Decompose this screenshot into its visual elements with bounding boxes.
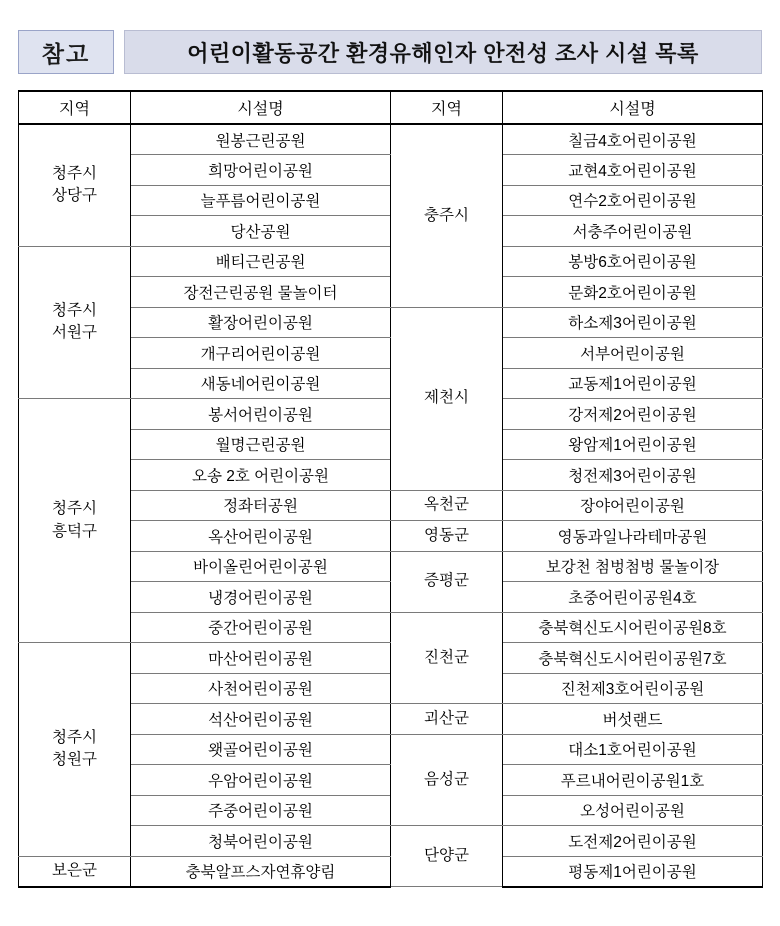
facility-name-right: 오성어린이공원 [503, 795, 763, 826]
facility-name-right: 왕암제1어린이공원 [503, 429, 763, 460]
column-header-region-left: 지역 [19, 91, 131, 124]
facility-table [18, 90, 763, 888]
facility-name-left: 냉경어린이공원 [131, 582, 391, 613]
facility-name-right: 청전제3어린이공원 [503, 460, 763, 491]
facility-name-left: 왯골어린이공원 [131, 734, 391, 765]
facility-name-right: 하소제3어린이공원 [503, 307, 763, 338]
region-cell-left: 청주시 상당구 [19, 124, 131, 246]
facility-name-right: 진천제3호어린이공원 [503, 673, 763, 704]
region-cell-left: 청주시 서원구 [19, 246, 131, 399]
column-header-name-left: 시설명 [131, 91, 391, 124]
facility-name-left: 오송 2호 어린이공원 [131, 460, 391, 491]
facility-name-right: 충북혁신도시어린이공원7호 [503, 643, 763, 674]
region-cell-right: 음성군 [391, 734, 503, 826]
facility-name-right: 강저제2어린이공원 [503, 399, 763, 430]
facility-name-right: 대소1호어린이공원 [503, 734, 763, 765]
facility-name-left: 청북어린이공원 [131, 826, 391, 857]
region-cell-right: 옥천군 [391, 490, 503, 521]
table-row [19, 551, 763, 582]
table-row [19, 734, 763, 765]
column-header-name-right: 시설명 [503, 91, 763, 124]
facility-name-right: 교동제1어린이공원 [503, 368, 763, 399]
region-cell-right: 증평군 [391, 551, 503, 612]
facility-name-left: 마산어린이공원 [131, 643, 391, 674]
facility-name-right: 서부어린이공원 [503, 338, 763, 369]
table-row [19, 307, 763, 338]
facility-name-right: 보강천 첨벙첨벙 물놀이장 [503, 551, 763, 582]
facility-name-right: 칠금4호어린이공원 [503, 124, 763, 155]
facility-name-right: 도전제2어린이공원 [503, 826, 763, 857]
table-header-row [19, 91, 763, 124]
facility-name-left: 월명근린공원 [131, 429, 391, 460]
region-cell-right: 단양군 [391, 826, 503, 887]
region-cell-left: 청주시 청원구 [19, 643, 131, 857]
facility-name-left: 충북알프스자연휴양림 [131, 856, 391, 887]
table-row [19, 124, 763, 155]
facility-name-left: 바이올린어린이공원 [131, 551, 391, 582]
table-body [19, 124, 763, 887]
table-row [19, 704, 763, 735]
facility-name-left: 사천어린이공원 [131, 673, 391, 704]
facility-name-left: 우암어린이공원 [131, 765, 391, 796]
region-cell-left: 청주시 흥덕구 [19, 399, 131, 643]
facility-name-right: 초중어린이공원4호 [503, 582, 763, 613]
facility-name-right: 봉방6호어린이공원 [503, 246, 763, 277]
region-cell-right: 진천군 [391, 612, 503, 704]
facility-name-left: 중간어린이공원 [131, 612, 391, 643]
document-title: 어린이활동공간 환경유해인자 안전성 조사 시설 목록 [124, 30, 762, 74]
facility-name-right: 연수2호어린이공원 [503, 185, 763, 216]
facility-name-left: 석산어린이공원 [131, 704, 391, 735]
facility-name-left: 개구리어린이공원 [131, 338, 391, 369]
facility-name-right: 교현4호어린이공원 [503, 155, 763, 186]
column-header-region-right: 지역 [391, 91, 503, 124]
facility-name-right: 장야어린이공원 [503, 490, 763, 521]
reference-badge: 참고 [18, 30, 114, 74]
facility-name-left: 배티근린공원 [131, 246, 391, 277]
table-row [19, 521, 763, 552]
region-cell-right: 충주시 [391, 124, 503, 307]
table-header [19, 91, 763, 124]
document-header [18, 30, 762, 74]
facility-name-left: 주중어린이공원 [131, 795, 391, 826]
region-cell-right: 영동군 [391, 521, 503, 552]
facility-name-left: 늘푸름어린이공원 [131, 185, 391, 216]
region-cell-left: 보은군 [19, 856, 131, 887]
facility-name-left: 당산공원 [131, 216, 391, 247]
facility-name-left: 옥산어린이공원 [131, 521, 391, 552]
facility-name-left: 봉서어린이공원 [131, 399, 391, 430]
region-cell-right: 괴산군 [391, 704, 503, 735]
facility-name-right: 영동과일나라테마공원 [503, 521, 763, 552]
facility-name-right: 평동제1어린이공원 [503, 856, 763, 887]
facility-name-left: 활장어린이공원 [131, 307, 391, 338]
facility-name-left: 희망어린이공원 [131, 155, 391, 186]
table-row [19, 826, 763, 857]
facility-name-right: 충북혁신도시어린이공원8호 [503, 612, 763, 643]
facility-name-left: 정좌터공원 [131, 490, 391, 521]
facility-name-right: 버섯랜드 [503, 704, 763, 735]
facility-name-right: 푸르내어린이공원1호 [503, 765, 763, 796]
facility-name-right: 서충주어린이공원 [503, 216, 763, 247]
facility-name-left: 원봉근린공원 [131, 124, 391, 155]
table-row [19, 612, 763, 643]
table-row [19, 490, 763, 521]
region-cell-right: 제천시 [391, 307, 503, 490]
facility-name-right: 문화2호어린이공원 [503, 277, 763, 308]
facility-name-left: 장전근린공원 물놀이터 [131, 277, 391, 308]
facility-name-left: 새동네어린이공원 [131, 368, 391, 399]
